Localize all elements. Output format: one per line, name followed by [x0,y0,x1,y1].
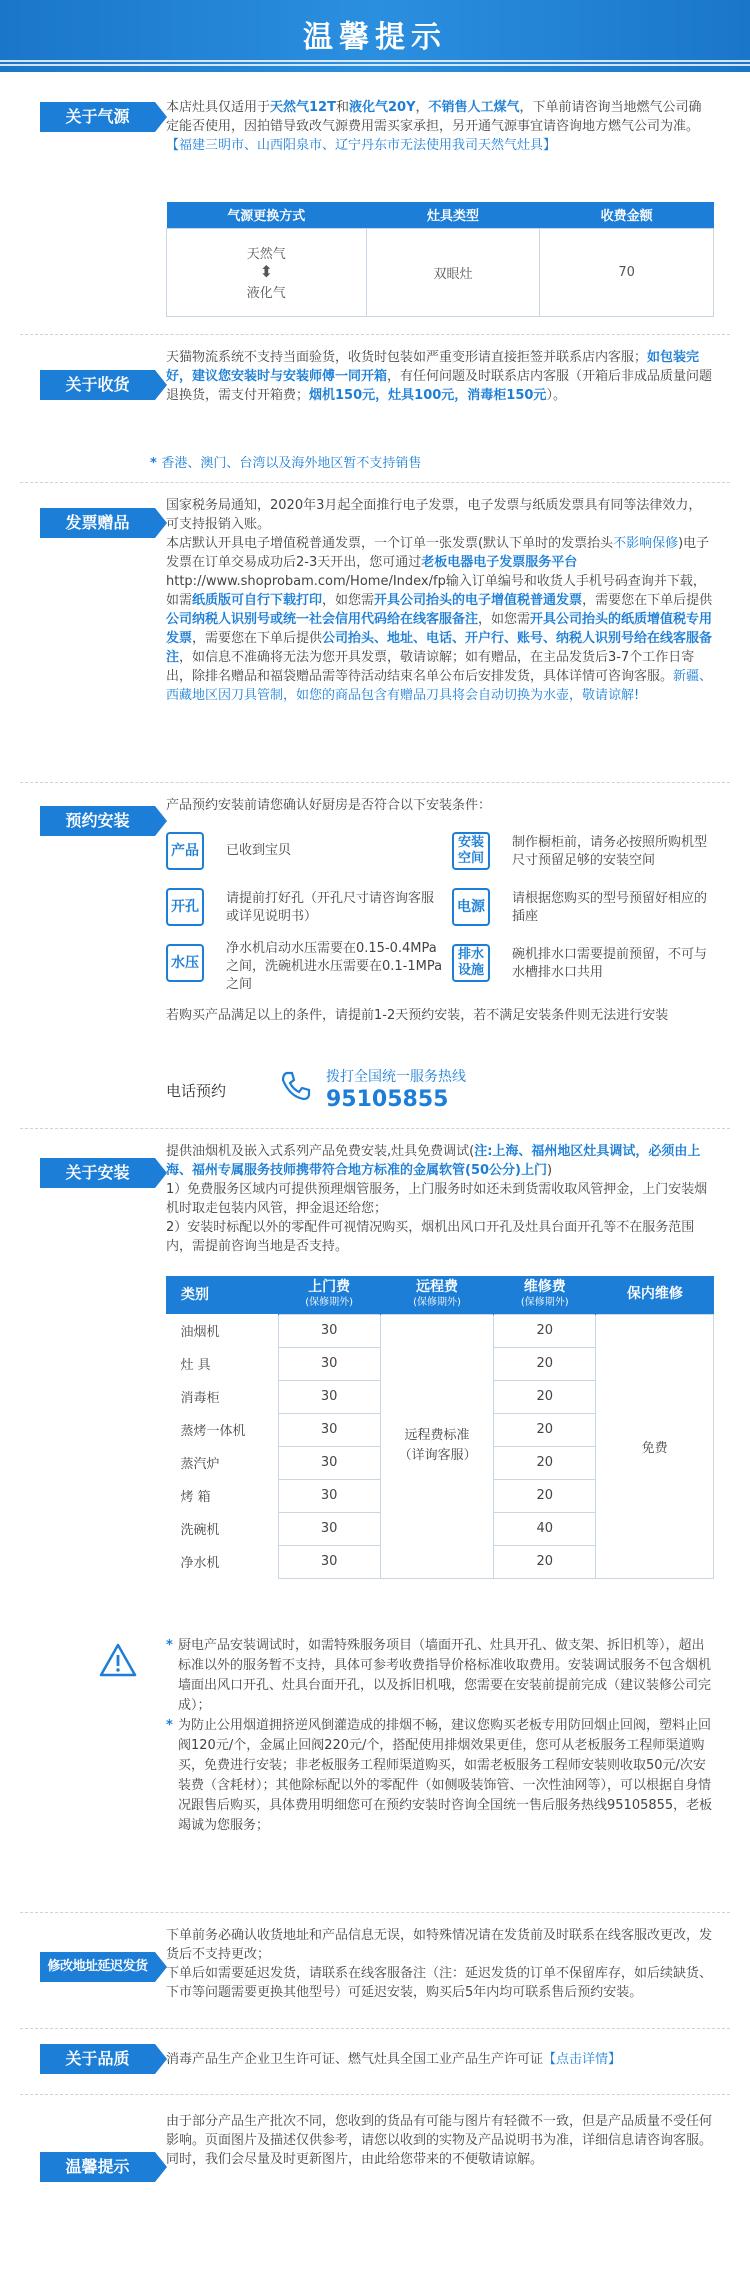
phone-icon [278,1068,314,1104]
install-note: * 为防止公用烟道拥挤逆风倒灌造成的排烟不畅，建议您购买老板专用防回烟止回阀，塑料止回阀120元/个，金属止回阀220元/个，搭配使用排烟效果更佳，您可从老板服务工程师渠道购买，免费进行安装；非老板服务工程师渠道购买，如需老板服务工程师安装则收取50元/次安装费（含耗材）；其他除标配以外的零配件（如侧吸装饰管、一次性油网等），可以根据自身情况跟售后购买，具体费用明细您可在预约安装时咨询全国统一售后服务热线95105855，老板竭诚为您服务； [166,1716,714,1836]
condition-drain: 排水设施 [452,944,490,982]
install-header-repair: 维修费 (保修期外) [494,1276,596,1314]
section-tag-tips: 温馨提示 [40,2152,155,2182]
condition-power-text: 请根据您购买的型号预留好相应的插座 [512,891,708,924]
condition-product: 产品 [166,832,204,870]
divider [20,2028,730,2029]
table-row: 洗碗机 30 40 [167,1512,714,1545]
condition-hole-text: 请提前打好孔（开孔尺寸请咨询客服或详见说明书） [226,891,435,924]
tips-text: 由于部分产品生产批次不同，您收到的货品有可能与图片有轻微不一致，但是产品质量不受任何影响。页面图片及描述仅供参考，请您以收到的实物及产品说明书为准，详细信息请咨询客服。同时，我们会尽量及时更新图片，由此给您带来的不便敬请谅解。 [166,2114,713,2167]
section-tag-appointment: 预约安装 [40,806,155,836]
section-tag-install: 关于安装 [40,1158,155,1188]
section-tag-address: 修改地址延迟发货 [40,1952,155,1982]
condition-product-text: 已收到宝贝 [226,843,292,858]
gas-table [166,202,714,317]
divider [20,1912,730,1913]
gas-table-header: 气源更换方式 [167,202,367,228]
quality-text: 消毒产品生产企业卫生许可证、燃气灶具全国工业产品生产许可证【点击详情】 [166,2052,622,2067]
gas-table-header: 灶具类型 [366,202,540,228]
install-fee-table [166,1276,714,1579]
table-row: 油烟机 30 远程费标准（详询客服） 20 免费 [167,1314,714,1347]
gas-table-header: 收费金额 [540,202,714,228]
divider [20,1128,730,1129]
delivery-text: 天猫物流系统不支持当面验货，收货时包装如严重变形请直接拒签并联系店内客服；如包装完好，建议您安装时与安装师傅一同开箱，有任何问题及时联系店内客服（开箱后非成品质量问题退换货，需支付开箱费；烟机150元，灶具100元，消毒柜150元）。 [166,350,713,403]
appointment-intro: 产品预约安装前请您确认好厨房是否符合以下安装条件： [166,798,492,813]
install-notes [166,1636,714,1836]
page-header [0,0,750,72]
gas-change-cell [167,228,367,316]
install-header-remote: 远程费 (保修期外) [380,1276,494,1314]
table-row: 蒸汽炉 30 20 [167,1446,714,1479]
condition-pressure-text: 净水机启动水压需要在0.15-0.4MPa之间，洗碗机进水压需要在0.1-1MPa之间 [226,941,443,992]
appointment-note: 若购买产品满足以上的条件，请提前1-2天预约安装，若不满足安装条件则无法进行安装 [166,1008,669,1023]
table-row: 消毒柜 30 20 [167,1380,714,1413]
install-header-category: 类别 [167,1276,279,1314]
table-row: 灶 具 30 20 [167,1347,714,1380]
condition-pressure: 水压 [166,944,204,982]
install-note: * 厨电产品安装调试时，如需特殊服务项目（墙面开孔、灶具开孔、做支架、拆旧机等），超出标准以外的服务暂不支持，具体可参考收费指导价格标准收取费用。安装调试服务不包含烟机墙面出风口开孔、灶具台面开孔，以及拆旧机哦，您需要在安装前提前完成（建议装修公司完成）； [166,1636,714,1716]
install-header-warranty: 保内维修 [596,1276,714,1314]
hotline-label: 拨打全国统一服务热线 [326,1069,466,1085]
hotline-number[interactable]: 95105855 [326,1087,449,1112]
phone-label: 电话预约 [166,1082,227,1100]
gas-from: 天然气 [246,247,286,262]
condition-drain-text: 碗机排水口需要提前预留，不可与水槽排水口共用 [512,947,708,980]
table-row: 蒸烤一体机 30 20 [167,1413,714,1446]
divider [20,2094,730,2095]
quality-detail-link[interactable]: 【点击详情】 [543,2052,622,2067]
section-tag-delivery: 关于收货 [40,370,155,400]
condition-power: 电源 [452,888,490,926]
section-tag-gas: 关于气源 [40,102,155,132]
divider [20,482,730,483]
section-tag-quality: 关于品质 [40,2044,155,2074]
gas-type-cell: 双眼灶 [366,228,540,316]
gas-to: 液化气 [246,286,286,301]
divider [20,782,730,783]
page-title: 温馨提示 [303,20,447,55]
condition-hole: 开孔 [166,888,204,926]
gas-text: 本店灶具仅适用于天然气12T和液化气20Y，不销售人工煤气，下单前请咨询当地燃气公司确定能否使用，因拍错导致改气源费用需买家承担，另开通气源事宜请咨询地方燃气公司为准。【福建三明市、山西阳泉市、辽宁丹东市无法使用我司天然气灶具】 [166,100,702,153]
remote-fee-cell: 远程费标准（详询客服） [380,1314,494,1578]
install-header-visit: 上门费 (保修期外) [278,1276,380,1314]
invoice-text: 国家税务局通知，2020年3月起全面推行电子发票，电子发票与纸质发票具有同等法律效力，可支持报销入账。 本店默认开具电子增值税普通发票，一个订单一张发票(默认下单时的发票抬头不影响保修)电子发票在订单交易成功后2-3天开出，您可通过老板电器电子发票服务平台http://www.shoprobam.com/Home/Index/fp输入订单编号和收货人手机号码查询并下载，如需纸质版可自行下载打印，如您需开具公司抬头的电子增值税普通发票，需要您在下单后提供公司纳税人识别号或统一社会信用代码给在线客服备注，如您需开具公司抬头的纸质增值税专用发票，需要您在下单后提供公司抬头、地址、电话、开户行、账号、纳税人识别号给在线客服备注，如信息不准确将无法为您开具发票，敬请谅解；如有赠品，在主品发货后3-7个工作日寄出，除排名赠品和福袋赠品需等待活动结束名单公布后安排发货，具体详情可咨询客服。新疆、西藏地区因刀具管制，如您的商品包含有赠品刀具将会自动切换为水壶，敬请谅解! [166,498,713,703]
condition-space-text: 制作橱柜前，请务必按照所购机型尺寸预留足够的安装空间 [512,835,708,868]
gas-fee-cell: 70 [540,228,714,316]
section-tag-invoice: 发票赠品 [40,508,155,538]
header-stripe [0,60,750,66]
install-text: 提供油烟机及嵌入式系列产品免费安装,灶具免费调试(注:上海、福州地区灶具调试，必须由上海、福州专属服务技师携带符合地方标准的金属软管(50公分)上门) 1）免费服务区域内可提供预理烟管服务，上门服务时如还未到货需收取风管押金，上门安装烟机时取走包装内风管，押金退还给您； 2）安装时标配以外的零配件可视情况购买，烟机出风口开孔及灶具台面开孔等不在服务范围内，需提前咨询当地是否支持。 [166,1144,708,1254]
delivery-note: * 香港、澳门、台湾以及海外地区暂不支持销售 [150,456,422,471]
table-row: 烤 箱 30 20 [167,1479,714,1512]
up-down-arrow-icon: ⬍ [259,262,274,281]
divider [20,334,730,335]
condition-space: 安装空间 [452,832,490,870]
address-text: 下单前务必确认收货地址和产品信息无误，如特殊情况请在发货前及时联系在线客服改更改，发货后不支持更改； 下单后如需要延迟发货，请联系在线客服备注（注：延迟发货的订单不保留库存，如后续缺货、下市等问题需要更换其他型号）可延迟安装，购买后5年内均可联系售后预约安装。 [166,1928,713,2000]
warning-icon [98,1642,138,1678]
table-row: 净水机 30 20 [167,1545,714,1578]
warranty-cell: 免费 [596,1314,714,1578]
